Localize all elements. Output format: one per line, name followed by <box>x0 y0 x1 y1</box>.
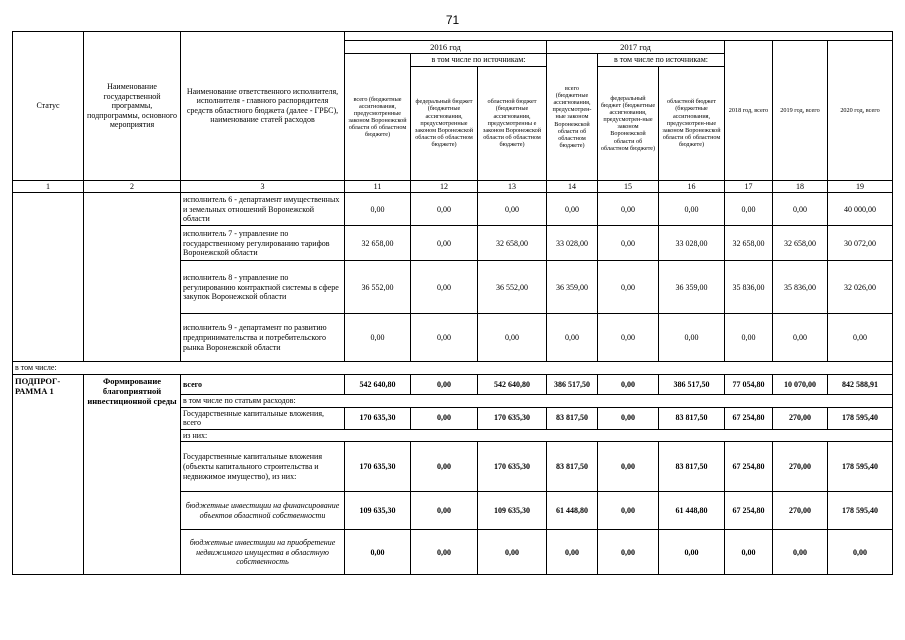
value-cell: 32 658,00 <box>773 226 828 261</box>
row-label: исполнитель 6 - департамент имущественных и земельных отношений Воронежской области <box>181 193 345 226</box>
value-cell: 0,00 <box>345 530 411 575</box>
col-index: 12 <box>411 180 478 193</box>
value-cell: 0,00 <box>725 193 773 226</box>
value-cell: 0,00 <box>478 530 547 575</box>
program-cell <box>84 193 181 362</box>
value-cell: 67 254,80 <box>725 407 773 429</box>
value-cell: 0,00 <box>411 261 478 314</box>
value-cell: 0,00 <box>598 530 659 575</box>
row-label: Государственные капитальные вложения (объекты капитального строительства и недвижимое имущество), из них: <box>181 442 345 492</box>
header-2018: 2018 год, всего <box>725 41 773 181</box>
budget-table <box>12 31 893 575</box>
value-cell: 0,00 <box>598 314 659 362</box>
row-label: исполнитель 8 - управление по регулированию контрактной системы в сфере закупок Воронежской области <box>181 261 345 314</box>
col-index: 3 <box>181 180 345 193</box>
value-cell: 270,00 <box>773 407 828 429</box>
value-cell: 83 817,50 <box>547 407 598 429</box>
value-cell: 67 254,80 <box>725 492 773 530</box>
including-label: в том числе: <box>13 362 893 375</box>
value-cell: 0,00 <box>659 314 725 362</box>
header-executor-name: Наименование ответственного исполнителя, исполнителя - главного распорядителя средств областного бюджета (далее - ГРБС), наименование статей расходов <box>181 32 345 181</box>
value-cell: 0,00 <box>598 374 659 394</box>
header-program-name: Наименование государственной программы, подпрограммы, основного мероприятия <box>84 32 181 181</box>
value-cell: 0,00 <box>411 314 478 362</box>
value-cell: 842 588,91 <box>828 374 893 394</box>
value-cell: 0,00 <box>598 226 659 261</box>
value-cell: 0,00 <box>345 193 411 226</box>
subprogram-name: Формирование благоприятной инвестиционной среды <box>84 374 181 574</box>
header-federal-2017: федеральный бюджет (бюджетные ассигнования, предусмотрен-ные законом Воронежской области об областном бюджете) <box>598 66 659 180</box>
value-cell: 36 359,00 <box>547 261 598 314</box>
value-cell: 0,00 <box>411 407 478 429</box>
value-cell: 32 658,00 <box>478 226 547 261</box>
row-label: Государственные капитальные вложения, всего <box>181 407 345 429</box>
value-cell: 0,00 <box>828 530 893 575</box>
value-cell: 0,00 <box>345 314 411 362</box>
value-cell: 0,00 <box>478 193 547 226</box>
value-cell: 10 070,00 <box>773 374 828 394</box>
col-index: 1 <box>13 180 84 193</box>
value-cell: 0,00 <box>411 442 478 492</box>
subprogram-total-row <box>13 374 893 394</box>
row-label: бюджетные инвестиции на приобретение недвижимого имущества в областную собственность <box>181 530 345 575</box>
header-by-sources-2017: в том числе по источникам: <box>598 54 725 67</box>
value-cell: 61 448,80 <box>659 492 725 530</box>
value-cell: 0,00 <box>411 530 478 575</box>
value-cell: 0,00 <box>411 492 478 530</box>
header-year-2016: 2016 год <box>345 41 547 54</box>
value-cell: 170 635,30 <box>345 407 411 429</box>
value-cell: 0,00 <box>725 314 773 362</box>
header-total-2016: всего (бюджетные ассигнования, предусмотренные законом Воронежской области об областном бюджете) <box>345 54 411 181</box>
col-index: 18 <box>773 180 828 193</box>
value-cell: 0,00 <box>598 407 659 429</box>
header-spacer <box>345 32 893 41</box>
value-cell: 0,00 <box>411 226 478 261</box>
header-year-2017: 2017 год <box>547 41 725 54</box>
value-cell: 40 000,00 <box>828 193 893 226</box>
value-cell: 178 595,40 <box>828 407 893 429</box>
value-cell: 0,00 <box>547 530 598 575</box>
value-cell: 0,00 <box>828 314 893 362</box>
value-cell: 0,00 <box>598 442 659 492</box>
value-cell: 30 072,00 <box>828 226 893 261</box>
value-cell: 35 836,00 <box>773 261 828 314</box>
value-cell: 0,00 <box>598 193 659 226</box>
value-cell: 0,00 <box>773 530 828 575</box>
value-cell: 0,00 <box>478 314 547 362</box>
value-cell: 35 836,00 <box>725 261 773 314</box>
header-2020: 2020 год, всего <box>828 41 893 181</box>
value-cell: 109 635,30 <box>478 492 547 530</box>
value-cell: 0,00 <box>773 314 828 362</box>
row-label: всего <box>181 374 345 394</box>
header-2019: 2019 год, всего <box>773 41 828 181</box>
row-label: исполнитель 9 - департамент по развитию предпринимательства и потребительского рынка Воронежской области <box>181 314 345 362</box>
table-row <box>13 193 893 226</box>
header-status: Статус <box>13 32 84 181</box>
col-index: 16 <box>659 180 725 193</box>
value-cell: 33 028,00 <box>659 226 725 261</box>
value-cell: 61 448,80 <box>547 492 598 530</box>
value-cell: 542 640,80 <box>478 374 547 394</box>
value-cell: 36 552,00 <box>478 261 547 314</box>
value-cell: 83 817,50 <box>659 442 725 492</box>
header-total-2017: всего (бюджетные ассигнования, предусмотрен-ные законом Воронежской области об областном бюджете) <box>547 54 598 181</box>
of-them-label: из них: <box>181 429 893 442</box>
including-row <box>13 362 893 375</box>
header-regional-2017: областной бюджет (бюджетные ассигнования, предусмотрен-ные законом Воронежской области об областном бюджете) <box>659 66 725 180</box>
col-index: 19 <box>828 180 893 193</box>
col-index: 14 <box>547 180 598 193</box>
value-cell: 270,00 <box>773 492 828 530</box>
col-index: 2 <box>84 180 181 193</box>
header-by-sources-2016: в том числе по источникам: <box>411 54 547 67</box>
value-cell: 386 517,50 <box>547 374 598 394</box>
value-cell: 170 635,30 <box>478 407 547 429</box>
value-cell: 0,00 <box>598 261 659 314</box>
by-articles-label: в том числе по статьям расходов: <box>181 394 893 407</box>
subprogram-status: ПОДПРОГ-РАММА 1 <box>13 374 84 574</box>
col-index: 11 <box>345 180 411 193</box>
value-cell: 0,00 <box>659 530 725 575</box>
value-cell: 83 817,50 <box>547 442 598 492</box>
value-cell: 0,00 <box>547 314 598 362</box>
row-label: бюджетные инвестиции на финансирование объектов областной собственности <box>181 492 345 530</box>
value-cell: 0,00 <box>773 193 828 226</box>
value-cell: 83 817,50 <box>659 407 725 429</box>
value-cell: 0,00 <box>659 193 725 226</box>
value-cell: 270,00 <box>773 442 828 492</box>
value-cell: 170 635,30 <box>478 442 547 492</box>
value-cell: 178 595,40 <box>828 492 893 530</box>
header-regional-2016: областной бюджет (бюджетные ассигнования, предусмотренны е законом Воронежской области об областном бюджете) <box>478 66 547 180</box>
value-cell: 33 028,00 <box>547 226 598 261</box>
col-index: 17 <box>725 180 773 193</box>
page-number: 71 <box>445 13 460 27</box>
value-cell: 32 658,00 <box>345 226 411 261</box>
value-cell: 542 640,80 <box>345 374 411 394</box>
value-cell: 77 054,80 <box>725 374 773 394</box>
value-cell: 386 517,50 <box>659 374 725 394</box>
value-cell: 109 635,30 <box>345 492 411 530</box>
value-cell: 178 595,40 <box>828 442 893 492</box>
value-cell: 0,00 <box>725 530 773 575</box>
value-cell: 0,00 <box>411 193 478 226</box>
value-cell: 0,00 <box>411 374 478 394</box>
value-cell: 36 552,00 <box>345 261 411 314</box>
col-index: 15 <box>598 180 659 193</box>
value-cell: 32 658,00 <box>725 226 773 261</box>
value-cell: 170 635,30 <box>345 442 411 492</box>
header-federal-2016: федеральный бюджет (бюджетные ассигнования, предусмотренные законом Воронежской области об областном бюджете) <box>411 66 478 180</box>
status-cell <box>13 193 84 362</box>
value-cell: 0,00 <box>547 193 598 226</box>
value-cell: 0,00 <box>598 492 659 530</box>
value-cell: 32 026,00 <box>828 261 893 314</box>
row-label: исполнитель 7 - управление по государственному регулированию тарифов Воронежской области <box>181 226 345 261</box>
col-index: 13 <box>478 180 547 193</box>
value-cell: 36 359,00 <box>659 261 725 314</box>
value-cell: 67 254,80 <box>725 442 773 492</box>
